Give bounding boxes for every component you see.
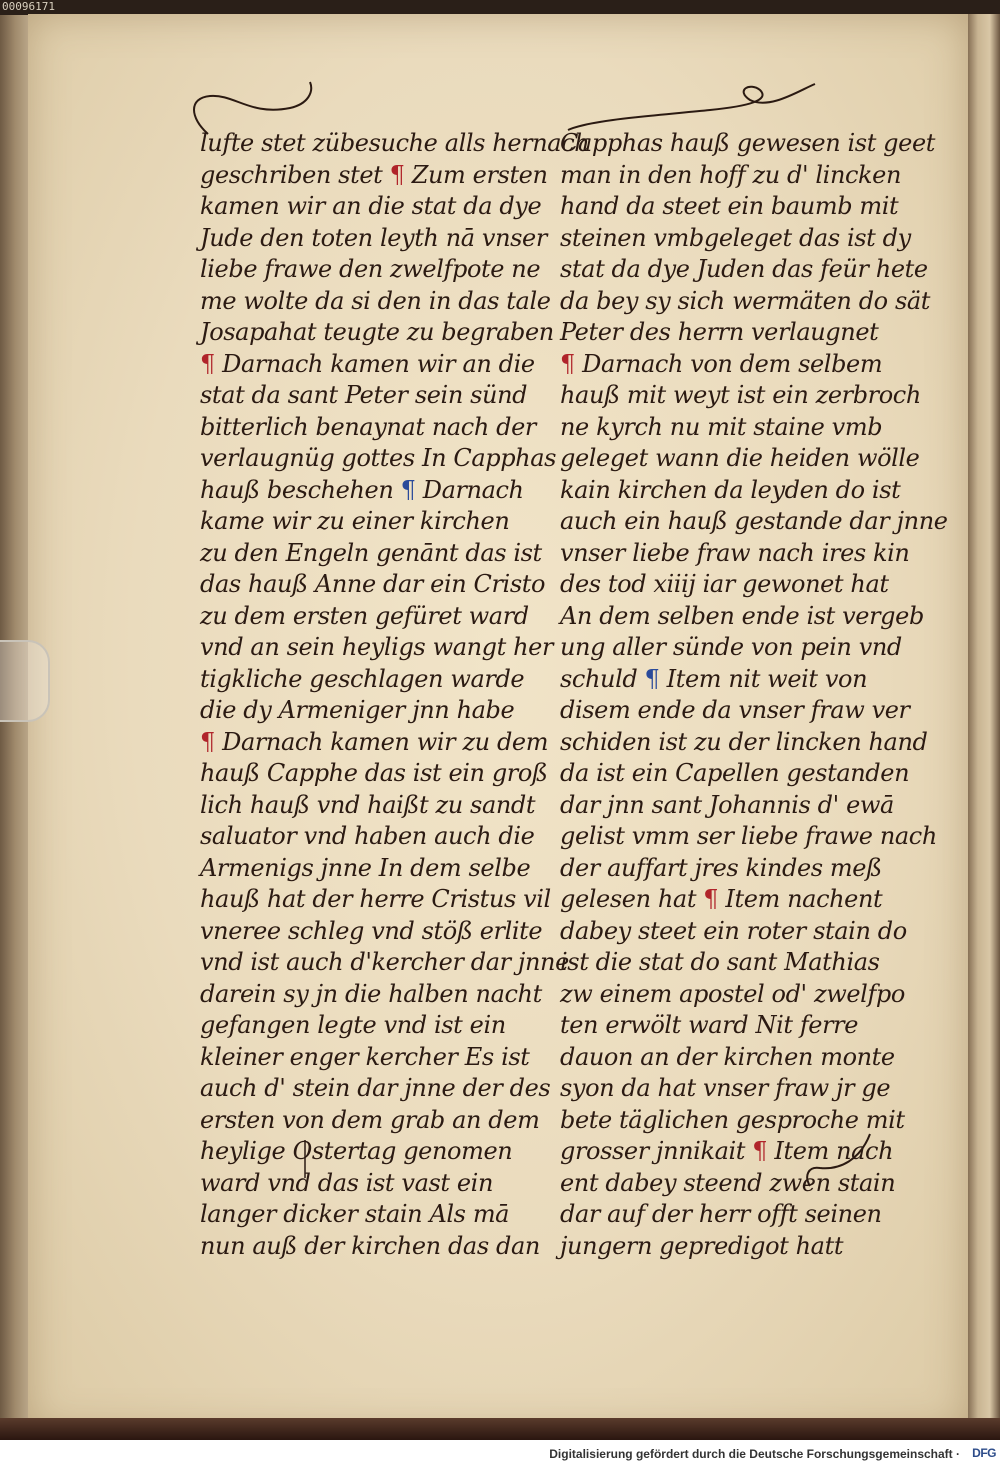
text-line: dar jnn sant Johannis d' ewā bbox=[560, 790, 894, 819]
text-line: geleget wann die heiden wölle bbox=[560, 444, 920, 472]
text-line: zu den Engeln genānt das ist bbox=[200, 538, 542, 567]
text-line: vneree schleg vnd stöß erlite bbox=[200, 916, 543, 945]
text-line: ung aller sünde von pein vnd bbox=[560, 633, 902, 661]
text-line: ten erwölt ward Nit ferre bbox=[560, 1011, 859, 1039]
text-line: auch d' stein dar jnne der des bbox=[200, 1074, 551, 1102]
text-line: zu dem ersten gefüret ward bbox=[200, 601, 529, 630]
text-line: ¶ Darnach kamen wir zu dem bbox=[200, 727, 549, 756]
scan-id-label: 00096171 bbox=[2, 0, 55, 13]
text-line: Peter des herrn verlaugnet bbox=[560, 318, 879, 346]
text-line: steinen vmbgeleget das ist dy bbox=[560, 223, 911, 252]
text-line: ward vnd das ist vast ein bbox=[200, 1168, 494, 1197]
left-text-column bbox=[200, 128, 590, 1262]
text-line: auch ein hauß gestande dar jnne bbox=[560, 507, 948, 535]
dfg-logo-icon: DFG bbox=[972, 1446, 996, 1460]
text-line: schiden ist zu der lincken hand bbox=[560, 727, 928, 756]
text-line: Capphas hauß gewesen ist geet bbox=[560, 129, 935, 157]
text-line: zw einem apostel od' zwelfpo bbox=[560, 979, 905, 1008]
text-line: hand da steet ein baumb mit bbox=[560, 192, 899, 220]
text-line: gefangen legte vnd ist ein bbox=[200, 1011, 506, 1039]
text-line: jungern gepredigot hatt bbox=[560, 1231, 844, 1260]
text-line: kain kirchen da leyden do ist bbox=[560, 475, 901, 504]
text-line: kamen wir an die stat da dye bbox=[200, 192, 542, 220]
text-line: dabey steet ein roter stain do bbox=[560, 916, 907, 945]
text-line: das hauß Anne dar ein Cristo bbox=[200, 570, 546, 598]
text-line: Jude den toten leyth nā vnser bbox=[200, 223, 547, 252]
text-line: vnser liebe fraw nach ires kin bbox=[560, 538, 910, 567]
text-line: hauß mit weyt ist ein zerbroch bbox=[560, 381, 921, 409]
text-line: der auffart jres kindes meß bbox=[560, 853, 882, 882]
text-line: vnd ist auch d'kercher dar jnne bbox=[200, 948, 569, 976]
funding-credit: Digitalisierung gefördert durch die Deutsche Forschungsgemeinschaft · bbox=[549, 1447, 960, 1461]
text-line: hauß Capphe das ist ein groß bbox=[200, 759, 548, 787]
text-line: dauon an der kirchen monte bbox=[560, 1042, 895, 1071]
text-line: lich hauß vnd haißt zu sandt bbox=[200, 790, 536, 819]
text-line: stat da sant Peter sein sünd bbox=[200, 381, 528, 409]
text-line: ne kyrch nu mit staine vmb bbox=[560, 412, 883, 441]
text-line: bitterlich benaynat nach der bbox=[200, 412, 536, 441]
text-line: da ist ein Capellen gestanden bbox=[560, 759, 910, 787]
text-line: des tod xiiij iar gewonet hat bbox=[560, 570, 889, 598]
text-line: vnd an sein heyligs wangt her bbox=[200, 633, 554, 661]
text-line: gelist vmm ser liebe frawe nach bbox=[560, 822, 937, 850]
text-line: nun auß der kirchen das dan bbox=[200, 1231, 540, 1260]
text-line: man in den hoff zu d' lincken bbox=[560, 160, 902, 189]
text-line: bete täglichen gesproche mit bbox=[560, 1105, 905, 1134]
text-line: langer dicker stain Als mā bbox=[200, 1200, 510, 1228]
text-line: dar auf der herr offt seinen bbox=[560, 1200, 882, 1228]
text-line: hauß hat der herre Cristus vil bbox=[200, 885, 551, 913]
text-line: liebe frawe den zwelfpote ne bbox=[200, 255, 541, 283]
text-line: saluator vnd haben auch die bbox=[200, 822, 535, 850]
text-line: heylige Ostertag genomen bbox=[200, 1137, 513, 1165]
text-line: kleiner enger kercher Es ist bbox=[200, 1042, 530, 1071]
text-line: geschriben stet ¶ Zum ersten bbox=[200, 160, 548, 189]
text-line: stat da dye Juden das feür hete bbox=[560, 255, 928, 283]
text-line: gelesen hat ¶ Item nachent bbox=[560, 885, 883, 913]
text-line: An dem selben ende ist vergeb bbox=[560, 601, 924, 630]
footer-bar bbox=[0, 1440, 1000, 1470]
text-line: da bey sy sich wermäten do sät bbox=[560, 286, 931, 315]
text-line: schuld ¶ Item nit weit von bbox=[560, 664, 868, 693]
text-line: ¶ Darnach von dem selbem bbox=[560, 349, 883, 378]
right-page-edge bbox=[966, 14, 1000, 1432]
bottom-binding-edge bbox=[0, 1418, 1000, 1440]
text-line: ent dabey steend zwen stain bbox=[560, 1168, 896, 1197]
text-line: grosser jnnikait ¶ Item nach bbox=[560, 1137, 894, 1165]
text-line: Josapahat teugte zu begraben bbox=[200, 318, 554, 346]
right-text-column bbox=[560, 128, 948, 1262]
text-line: syon da hat vnser fraw jr ge bbox=[560, 1074, 891, 1102]
text-line: darein sy jn die halben nacht bbox=[200, 979, 542, 1008]
text-line: ist die stat do sant Mathias bbox=[560, 948, 880, 976]
text-line: tigkliche geschlagen warde bbox=[200, 664, 525, 693]
text-line: Armenigs jnne In dem selbe bbox=[200, 853, 531, 882]
text-line: lufte stet zübesuche alls hernach bbox=[200, 129, 590, 157]
text-line: die dy Armeniger jnn habe bbox=[200, 696, 515, 724]
text-line: me wolte da si den in das tale bbox=[200, 286, 551, 315]
binding-clip bbox=[0, 640, 50, 722]
text-line: ¶ Darnach kamen wir an die bbox=[200, 349, 535, 378]
text-line: disem ende da vnser fraw ver bbox=[560, 696, 910, 724]
text-line: ersten von dem grab an dem bbox=[200, 1105, 540, 1134]
text-line: hauß beschehen ¶ Darnach bbox=[200, 475, 524, 504]
text-line: verlaugnüg gottes In Capphas bbox=[200, 444, 557, 472]
text-line: kame wir zu einer kirchen bbox=[200, 507, 510, 535]
